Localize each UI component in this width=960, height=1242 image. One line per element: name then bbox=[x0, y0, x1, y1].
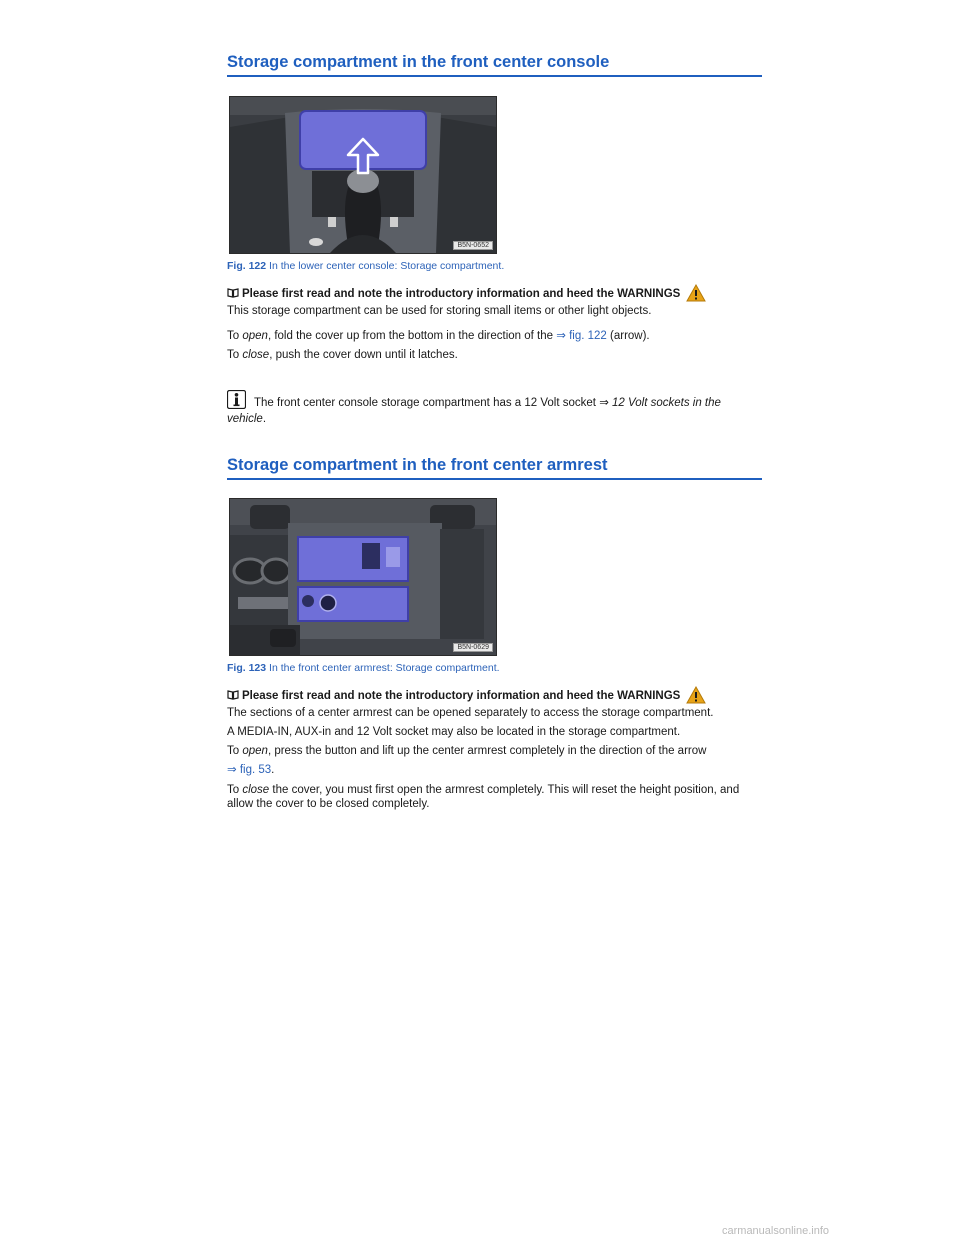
text-segment: The front center console storage compartment has a 12 Volt socket bbox=[254, 397, 600, 409]
text-segment: To bbox=[227, 349, 243, 361]
text-segment: , fold the cover up from the bottom in the direction of the bbox=[267, 330, 557, 342]
paragraph-open-instructions bbox=[227, 329, 767, 343]
intro-notice-text: Please first read and note the introductory information and heed the WARNINGS bbox=[242, 690, 681, 702]
watermark: carmanualsonline.info bbox=[722, 1225, 830, 1237]
center-console-illustration bbox=[230, 97, 496, 253]
center-armrest-illustration bbox=[230, 499, 496, 655]
intro-notice-1 bbox=[227, 284, 767, 302]
figure-caption-text: In the front center armrest: Storage compartment. bbox=[266, 662, 500, 674]
figure-center-console bbox=[229, 96, 497, 254]
paragraph-storage-use: This storage compartment can be used for storing small items or other light objects. bbox=[227, 305, 652, 317]
figure-caption-123 bbox=[227, 662, 500, 674]
text-segment: To bbox=[227, 745, 243, 757]
paragraph-close-instructions bbox=[227, 348, 767, 362]
figure-code-label: B5N-0652 bbox=[453, 241, 493, 250]
book-icon bbox=[227, 288, 239, 298]
intro-notice-2 bbox=[227, 686, 767, 704]
paragraph-armrest-open bbox=[227, 744, 767, 758]
text-segment: To bbox=[227, 784, 243, 796]
text-segment: . bbox=[271, 764, 275, 776]
text-segment: (arrow). bbox=[606, 330, 650, 342]
text-segment: , push the cover down until it latches. bbox=[269, 349, 458, 361]
paragraph-armrest-sections: The sections of a center armrest can be opened separately to access the storage compartment. bbox=[227, 707, 714, 719]
warning-icon bbox=[686, 686, 706, 704]
link-fig-122[interactable]: ⇒ fig. 122 bbox=[556, 330, 607, 342]
link-12-volt-sockets-continued[interactable]: vehicle bbox=[227, 413, 263, 425]
text-emphasis-open: open bbox=[242, 330, 268, 342]
figure-number: Fig. 122 bbox=[227, 260, 267, 272]
section-title-console: Storage compartment in the front center console bbox=[227, 53, 762, 77]
text-segment: To bbox=[227, 330, 243, 342]
paragraph-media-in: A MEDIA-IN, AUX-in and 12 Volt socket may also be located in the storage compartment. bbox=[227, 726, 681, 738]
figure-number: Fig. 123 bbox=[227, 662, 267, 674]
text-segment: , press the button and lift up the center armrest completely in the direction of the arrow bbox=[267, 745, 707, 757]
intro-notice-text: Please first read and note the introductory information and heed the WARNINGS bbox=[242, 288, 681, 300]
text-segment: the cover, you must first open the armrest completely. This will reset the height position, and allow the cover to be closed completely. bbox=[227, 784, 740, 810]
text-segment: ⇒ bbox=[599, 397, 613, 409]
book-icon bbox=[227, 690, 239, 700]
figure-caption-122 bbox=[227, 260, 504, 272]
figure-center-armrest bbox=[229, 498, 497, 656]
paragraph-armrest-close bbox=[227, 783, 767, 811]
link-fig-53[interactable]: ⇒ fig. 53 bbox=[227, 764, 272, 776]
warning-icon bbox=[686, 284, 706, 302]
figure-code-label: B5N-0629 bbox=[453, 643, 493, 652]
link-12-volt-sockets[interactable]: 12 Volt sockets in the bbox=[612, 397, 721, 409]
paragraph-armrest-open-link bbox=[227, 763, 767, 777]
info-icon bbox=[227, 390, 246, 409]
text-segment: . bbox=[262, 413, 267, 425]
text-emphasis-close: close bbox=[242, 784, 270, 796]
figure-caption-text: In the lower center console: Storage compartment. bbox=[266, 260, 505, 272]
section-title-armrest: Storage compartment in the front center armrest bbox=[227, 456, 762, 480]
text-emphasis-open: open bbox=[242, 745, 268, 757]
info-note-socket bbox=[227, 390, 767, 427]
text-emphasis-close: close bbox=[242, 349, 270, 361]
